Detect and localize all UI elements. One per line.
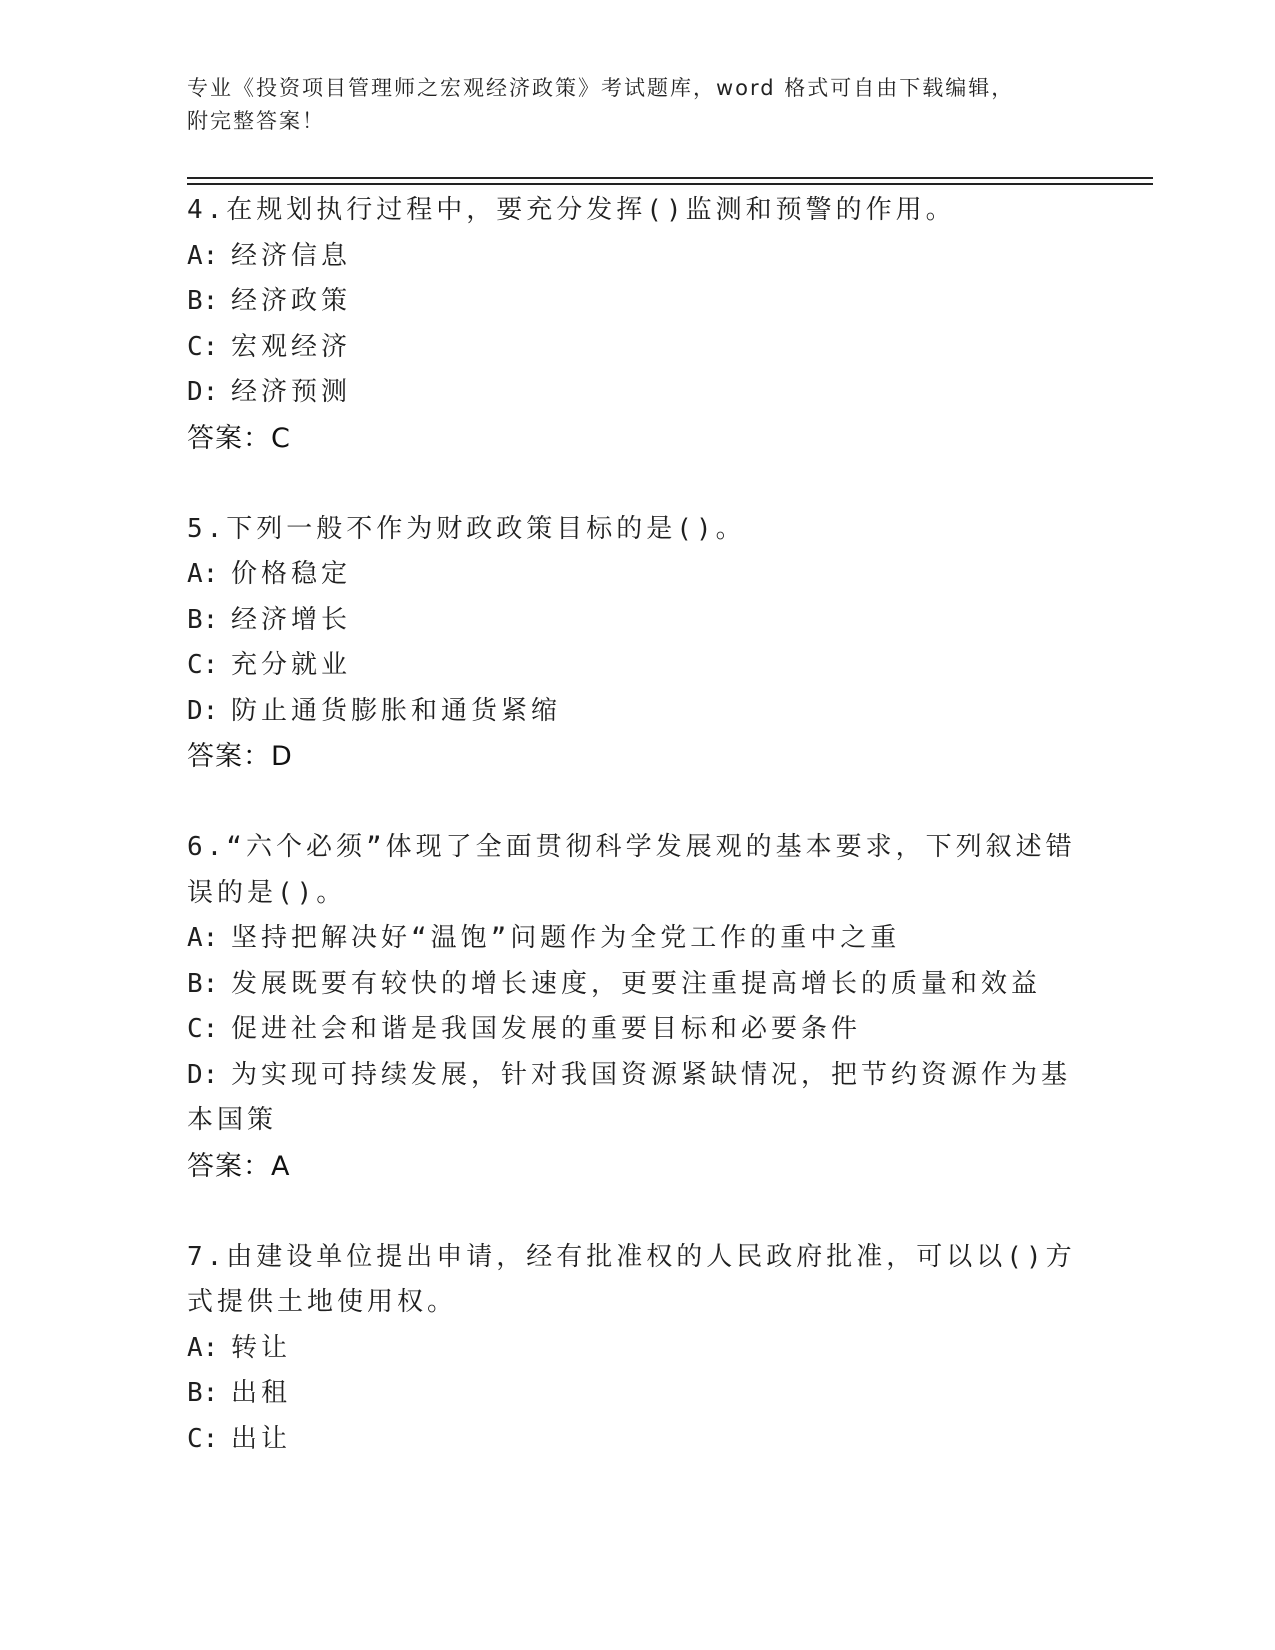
document-header <box>187 72 1067 138</box>
option-letter: D: <box>187 1059 219 1090</box>
option-a <box>187 916 1087 962</box>
option-letter: A: <box>187 1332 219 1363</box>
header-divider-top <box>187 177 1153 179</box>
option-d <box>187 689 1087 735</box>
option-letter: D: <box>187 377 219 407</box>
question-item <box>187 507 1087 781</box>
answer-line: 答案：C <box>187 422 291 454</box>
option-letter: B: <box>187 968 219 999</box>
option-b <box>187 1371 1087 1417</box>
question-text: 4.在规划执行过程中，要充分发挥()监测和预警的作用。 <box>187 195 956 225</box>
option-d <box>187 370 1087 416</box>
question-text: 5.下列一般不作为财政政策目标的是()。 <box>187 513 746 544</box>
option-c <box>187 1007 1087 1053</box>
option-letter: D: <box>187 695 219 726</box>
option-text: 经济增长 <box>231 604 352 635</box>
option-letter: C: <box>187 1014 219 1044</box>
option-text: 出让 <box>231 1423 292 1454</box>
option-text: 坚持把解决好“温饱”问题作为全党工作的重中之重 <box>231 923 901 953</box>
option-text: 发展既要有较快的增长速度，更要注重提高增长的质量和效益 <box>231 968 1042 999</box>
option-b <box>187 962 1087 1008</box>
question-item <box>187 188 1087 462</box>
option-text: 出租 <box>231 1378 292 1408</box>
header-line-1: 专业《投资项目管理师之宏观经济政策》考试题库，word 格式可自由下载编辑， <box>187 76 1015 100</box>
option-text: 防止通货膨胀和通货紧缩 <box>231 695 562 726</box>
option-letter: C: <box>187 331 219 362</box>
option-a <box>187 1326 1087 1372</box>
option-text: 促进社会和谐是我国发展的重要目标和必要条件 <box>231 1014 862 1044</box>
option-letter: C: <box>187 650 219 680</box>
header-divider-bottom <box>187 183 1153 185</box>
option-text: 充分就业 <box>231 650 352 680</box>
option-text: 经济预测 <box>231 377 352 407</box>
option-text: 价格稳定 <box>231 559 352 589</box>
option-c <box>187 1417 1087 1463</box>
option-letter: B: <box>187 286 219 316</box>
option-text: 经济政策 <box>231 286 352 316</box>
question-list <box>187 188 1087 1507</box>
option-letter: A: <box>187 559 219 589</box>
option-text: 宏观经济 <box>231 331 352 362</box>
option-letter: C: <box>187 1423 219 1454</box>
question-text: 7.由建设单位提出申请，经有批准权的人民政府批准，可以以()方式提供土地使用权。 <box>187 1241 1076 1317</box>
answer-line: 答案：D <box>187 741 293 772</box>
option-c <box>187 643 1087 689</box>
option-a <box>187 234 1087 280</box>
question-item <box>187 825 1087 1190</box>
option-letter: A: <box>187 240 219 271</box>
option-text: 转让 <box>231 1332 292 1363</box>
option-text: 经济信息 <box>231 240 352 271</box>
header-line-2: 附完整答案！ <box>187 109 325 133</box>
question-item <box>187 1235 1087 1463</box>
option-a <box>187 552 1087 598</box>
option-letter: B: <box>187 604 219 635</box>
option-letter: A: <box>187 923 219 953</box>
question-text: 6.“六个必须”体现了全面贯彻科学发展观的基本要求，下列叙述错误的是()。 <box>187 832 1076 908</box>
option-b <box>187 598 1087 644</box>
option-d <box>187 1053 1087 1144</box>
answer-line: 答案：A <box>187 1150 291 1182</box>
option-c <box>187 325 1087 371</box>
option-b <box>187 279 1087 325</box>
option-text: 为实现可持续发展，针对我国资源紧缺情况，把节约资源作为基本国策 <box>187 1059 1072 1135</box>
option-letter: B: <box>187 1378 219 1408</box>
